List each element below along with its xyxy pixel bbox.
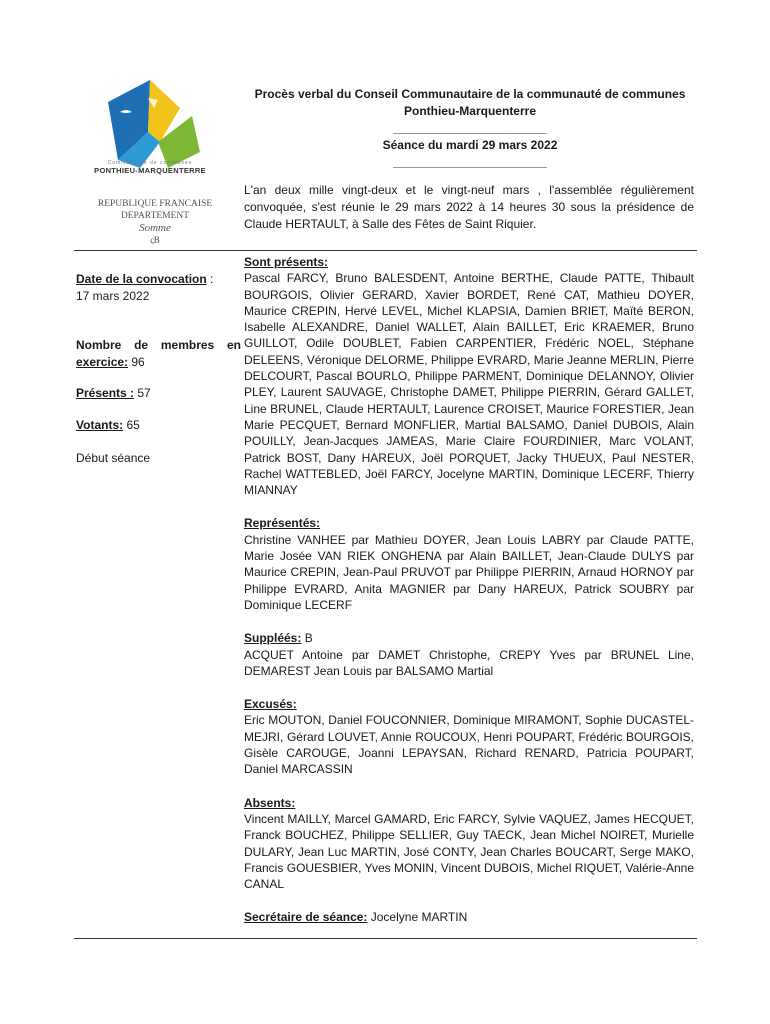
absents-list: Vincent MAILLY, Marcel GAMARD, Eric FARCY, Sylvie VAQUEZ, James HECQUET, Franck BOUCHEZ, Philippe SELLIER, Guy TAECK, Jean Michel NOIRET, Murielle DULARY, Jean Luc MARTIN, José CONTY, Jean Charles BOUCART, Serge MAKO, Francis GOUESBIER, Yves MONIN, Vincent DUBOIS, Michel RIQUET, Valérie-Anne CANAL bbox=[244, 811, 694, 892]
republic-block bbox=[80, 198, 230, 246]
supplees-title: Suppléés: bbox=[244, 631, 302, 646]
presents-count-value: 57 bbox=[134, 386, 151, 400]
supplees-list: ACQUET Antoine par DAMET Christophe, CREPY Yves par BRUNEL Line, DEMAREST Jean Louis par BALSAMO Martial bbox=[244, 647, 694, 678]
votants-label: Votants: bbox=[76, 418, 124, 432]
convocation-label: Date de la convocation bbox=[76, 272, 207, 286]
secretary-name: Jocelyne MARTIN bbox=[367, 910, 468, 925]
convocation-block bbox=[76, 271, 241, 305]
presents-title: Sont présents: bbox=[244, 255, 329, 269]
members-word-1: Nombre bbox=[76, 338, 122, 352]
ornament-icon: ςΒ bbox=[150, 235, 160, 245]
presents-list: Pascal FARCY, Bruno BALESDENT, Antoine BERTHE, Claude PATTE, Thibault BOURGOIS, Olivier GERARD, Xavier BORDET, René CAT, Mathieu DOYER, Maurice CREPIN, Hervé LEVEL, Michel KLAPSIA, Damien BRIET, Maïté BERON, Isabelle ALEXANDRE, Daniel WALLET, Alain BAILLET, Eric KRAEMER, Bruno GUILLOT, Odile DOUBLET, Fabien CARPENTIER, Frédéric NOEL, Stéphane DELEENS, Véronique DELORME, Philippe EVRARD, Marie Jeanne MERLIN, Pierre DELCOURT, Pascal BOURLO, Philippe PARMENT, Dominique DELANNOY, Olivier PLEY, Laurent SAUVAGE, Christophe DAMET, Philippe PIERRIN, Gérard GALLET, Line BRUNEL, Claude HERTAULT, Laurence CROISET, Maurice FORESTIER, Jean Marie PECQUET, Bernard MONFLIER, Martial BALSAMO, Daniel DUBOIS, Alain POUILLY, Jean-Jacques JAMEAS, Marie Claire FOURDINIER, Marc VOLANT, Patrick BOST, Dany HAREUX, Joël PORQUET, Jacky THUEUX, Paul NESTER, Rachel WATTEBLED, Joël FARCY, Jocelyne MARTIN, Dominique LECERF, Thierry MIANNAY bbox=[244, 271, 694, 498]
document-header bbox=[236, 86, 704, 171]
members-word-4: en bbox=[226, 338, 241, 352]
section-supplees bbox=[244, 630, 694, 679]
logo-caption bbox=[80, 160, 220, 175]
attendance-sections bbox=[244, 254, 694, 926]
excuses-title: Excusés: bbox=[244, 697, 297, 712]
convocation-date: 17 mars 2022 bbox=[76, 289, 150, 303]
members-value: 96 bbox=[128, 355, 145, 369]
votants-block bbox=[76, 417, 241, 434]
header-rule-2: _______________________ bbox=[393, 155, 547, 169]
members-word-2: de bbox=[134, 338, 149, 352]
document-title-line1: Procès verbal du Conseil Communautaire de la communauté de communes bbox=[254, 87, 686, 101]
debut-seance: Début séance bbox=[76, 451, 151, 465]
section-represented bbox=[244, 515, 694, 613]
excuses-list: Eric MOUTON, Daniel FOUCONNIER, Dominique MIRAMONT, Sophie DUCASTEL-MEJRI, Gérard LOUVET, Annie ROUCOUX, Henri POUPART, Frédéric BOURGOIS, Gisèle CAROUGE, Joanni LEPAYSAN, Richard RENARD, Patricia POUPART, Daniel MARCASSIN bbox=[244, 713, 694, 777]
represented-list: Christine VANHEE par Mathieu DOYER, Jean Louis LABRY par Claude PATTE, Marie Josée VAN RIEK ONGHENA par Alain BAILLET, Jean-Claude DULYS par Maurice CREPIN, Jean-Paul PRUVOT par Philippe PIERRIN, Arnaud HORNOY par Philippe EVRARD, Anita MAGNIER par Dany HAREUX, Patrick SOUBRY par Dominique LECERF bbox=[244, 532, 694, 612]
intro-paragraph: L'an deux mille vingt-deux et le vingt-neuf mars , l'assemblée régulièrement convoquée, s'est réunie le 29 mars 2022 à 14 heures 30 sous la présidence de Claude HERTAULT, à Salle des Fêtes de Saint Riquier. bbox=[244, 183, 694, 231]
members-word-3: membres bbox=[160, 338, 215, 352]
divider-bottom bbox=[74, 938, 697, 939]
secretary-title: Secrétaire de séance: bbox=[244, 910, 368, 925]
presents-count-block bbox=[76, 385, 241, 402]
document-title-line2: Ponthieu-Marquenterre bbox=[403, 104, 536, 118]
republic-department: Somme bbox=[139, 222, 171, 234]
votants-value: 65 bbox=[123, 418, 140, 432]
session-date: Séance du mardi 29 mars 2022 bbox=[382, 138, 558, 152]
logo-top-text: Communauté de communes bbox=[107, 160, 193, 166]
represented-title: Représentés: bbox=[244, 516, 321, 531]
section-secretary bbox=[244, 909, 694, 925]
presents-count-label: Présents : bbox=[76, 386, 135, 400]
section-absents bbox=[244, 795, 694, 893]
republic-line1: REPUBLIQUE FRANCAISE bbox=[97, 199, 213, 209]
section-presents bbox=[244, 254, 694, 498]
republic-line2: DEPARTEMENT bbox=[120, 211, 190, 221]
supplees-suffix: B bbox=[301, 631, 313, 646]
logo-name: PONTHIEU-MARQUENTERRE bbox=[94, 166, 206, 175]
header-rule-1: _______________________ bbox=[393, 121, 547, 135]
convocation-separator: : bbox=[206, 272, 214, 286]
members-label: exercice: bbox=[76, 355, 129, 369]
divider-top bbox=[74, 250, 697, 251]
absents-title: Absents: bbox=[244, 795, 296, 810]
members-block bbox=[76, 337, 241, 371]
section-excuses bbox=[244, 696, 694, 777]
